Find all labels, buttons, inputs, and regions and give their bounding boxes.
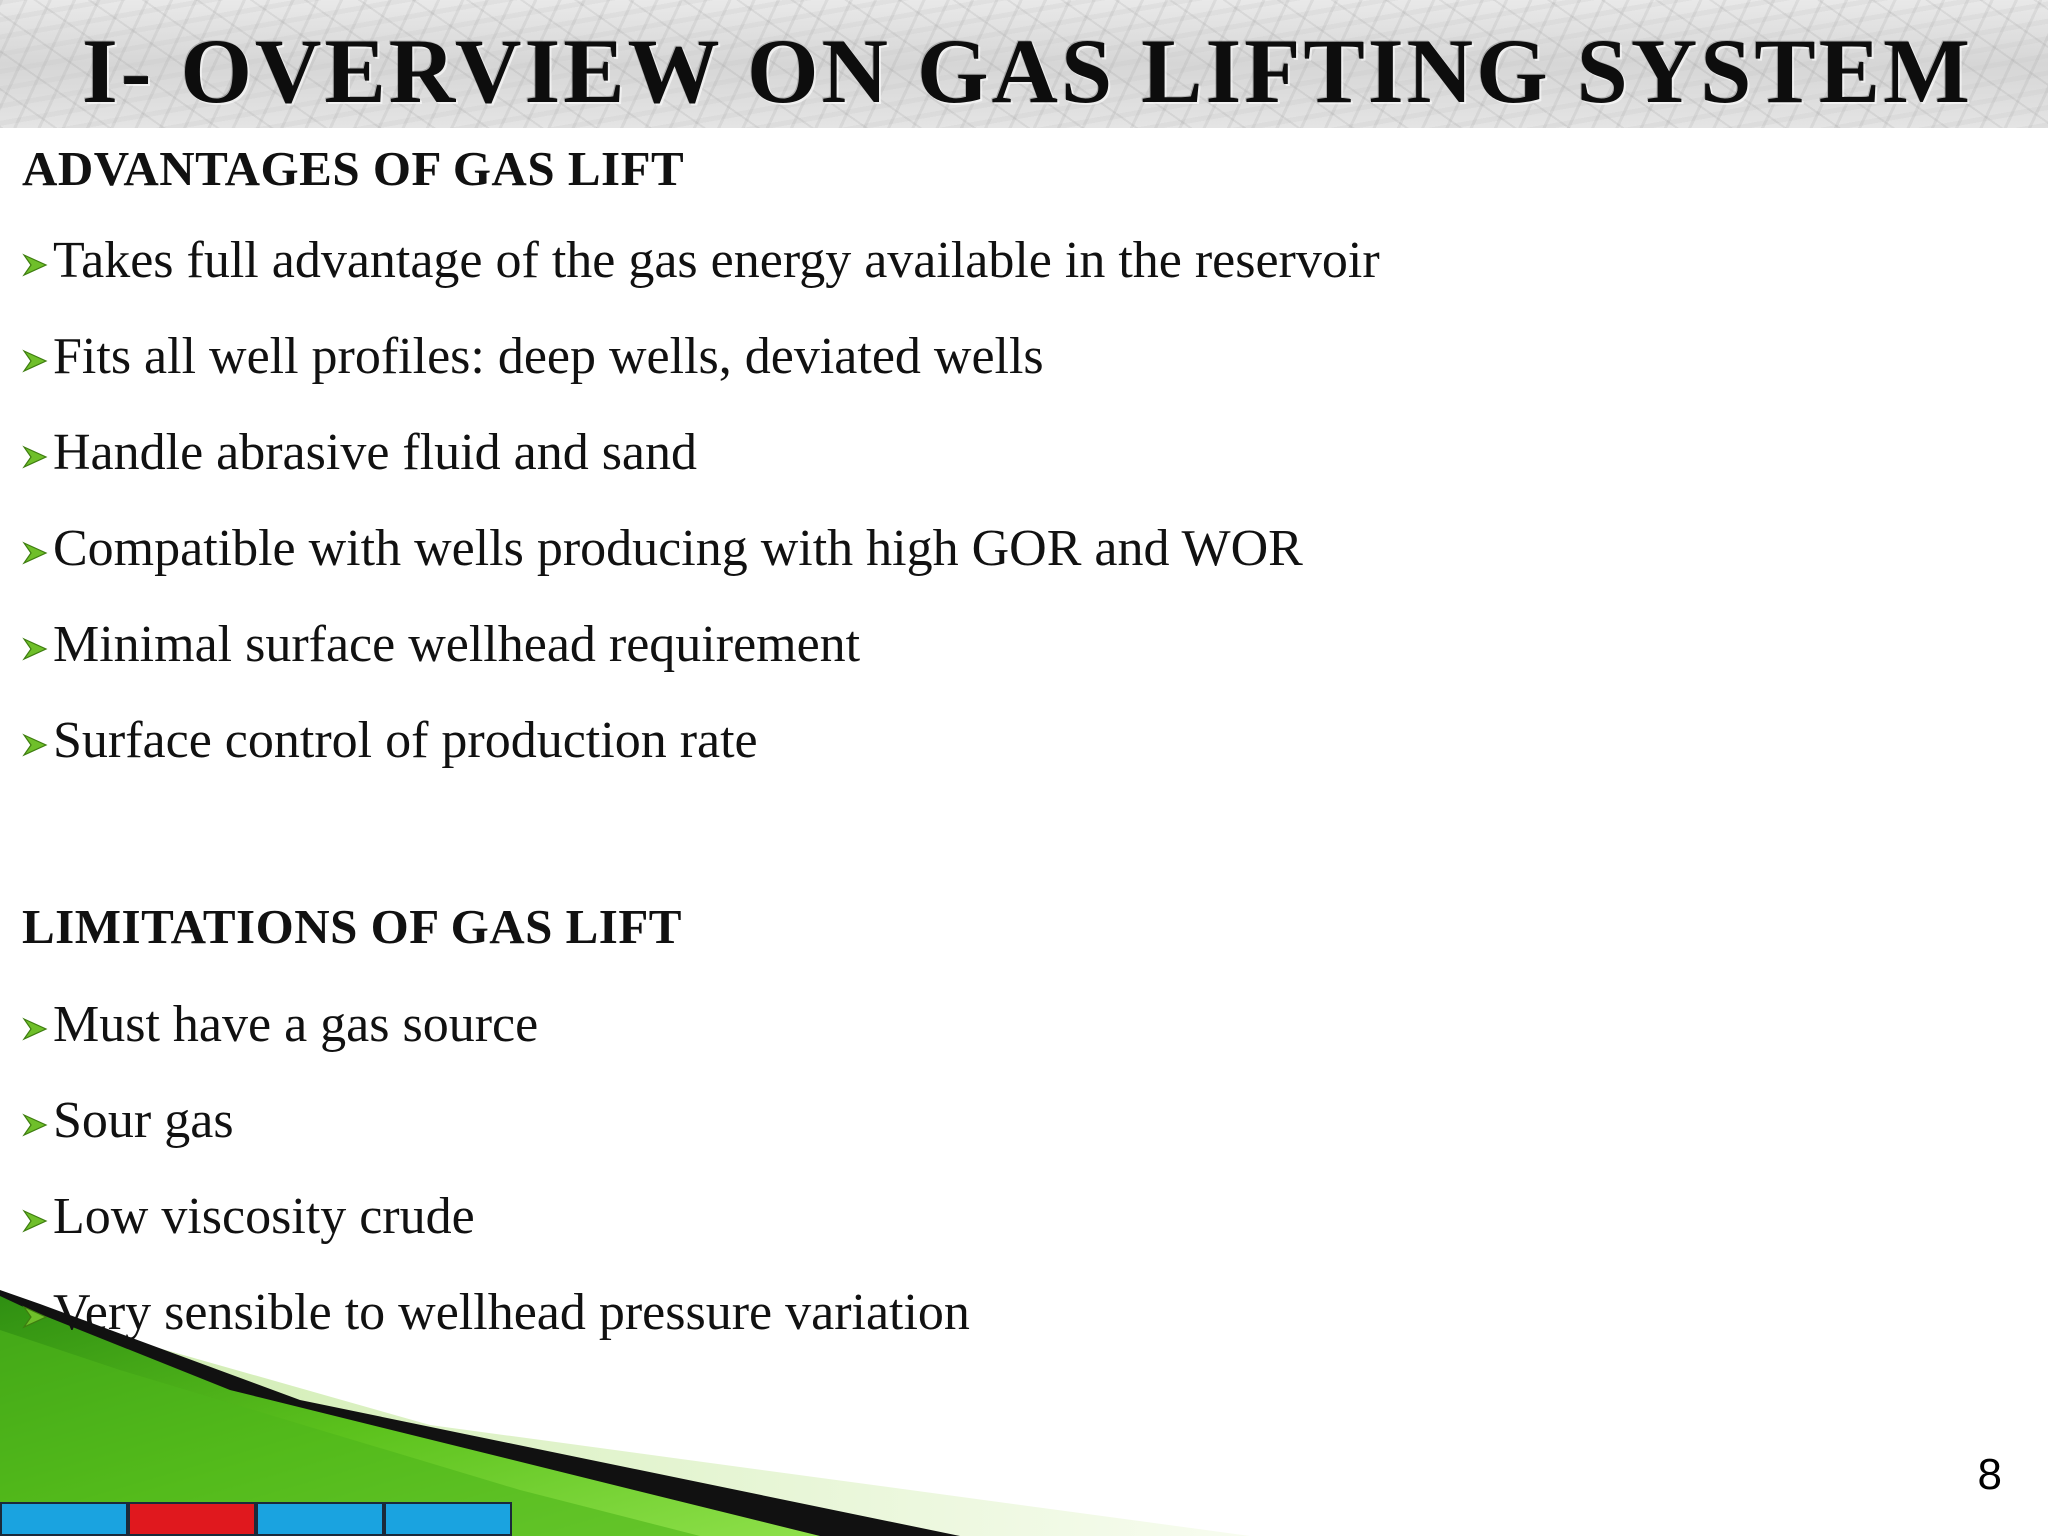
- list-item: [22, 1264, 970, 1360]
- page-number: 8: [1977, 1450, 2002, 1499]
- list-item: [22, 1168, 970, 1264]
- arrow-bullet-icon: [22, 541, 50, 565]
- list-item: [22, 308, 1380, 404]
- footer-segment-blue: [0, 1502, 128, 1536]
- advantage-text: Handle abrasive fluid and sand: [53, 423, 698, 481]
- arrow-bullet-icon: [22, 445, 50, 469]
- advantage-text: Takes full advantage of the gas energy available in the reservoir: [53, 231, 1380, 289]
- limitations-heading: LIMITATIONS OF GAS LIFT: [22, 899, 682, 954]
- list-item: [22, 212, 1380, 308]
- footer-segment-red: [128, 1502, 256, 1536]
- limitations-list: [22, 976, 970, 1360]
- footer-segment-blue: [384, 1502, 512, 1536]
- arrow-bullet-icon: [22, 349, 50, 373]
- arrow-bullet-icon: [22, 637, 50, 661]
- advantages-list: [22, 212, 1380, 788]
- advantage-text: Minimal surface wellhead requirement: [53, 615, 861, 673]
- arrow-bullet-icon: [22, 253, 50, 277]
- arrow-bullet-icon: [22, 733, 50, 757]
- footer-segment-blue: [256, 1502, 384, 1536]
- arrow-bullet-icon: [22, 1017, 50, 1041]
- footer-color-bar: [0, 1502, 512, 1536]
- limitation-text: Very sensible to wellhead pressure variation: [53, 1283, 970, 1341]
- limitation-text: Low viscosity crude: [53, 1187, 475, 1245]
- list-item: [22, 404, 1380, 500]
- slide-title: I- OVERVIEW ON GAS LIFTING SYSTEM: [82, 20, 1973, 122]
- arrow-bullet-icon: [22, 1113, 50, 1137]
- list-item: [22, 976, 970, 1072]
- arrow-bullet-icon: [22, 1305, 50, 1329]
- arrow-bullet-icon: [22, 1209, 50, 1233]
- advantage-text: Compatible with wells producing with high GOR and WOR: [53, 519, 1303, 577]
- title-banner: [0, 0, 2048, 128]
- list-item: [22, 500, 1380, 596]
- limitation-text: Sour gas: [53, 1091, 234, 1149]
- list-item: [22, 596, 1380, 692]
- list-item: [22, 1072, 970, 1168]
- advantages-heading: ADVANTAGES OF GAS LIFT: [22, 141, 685, 196]
- limitation-text: Must have a gas source: [53, 995, 539, 1053]
- advantage-text: Fits all well profiles: deep wells, deviated wells: [53, 327, 1044, 385]
- advantage-text: Surface control of production rate: [53, 711, 758, 769]
- list-item: [22, 692, 1380, 788]
